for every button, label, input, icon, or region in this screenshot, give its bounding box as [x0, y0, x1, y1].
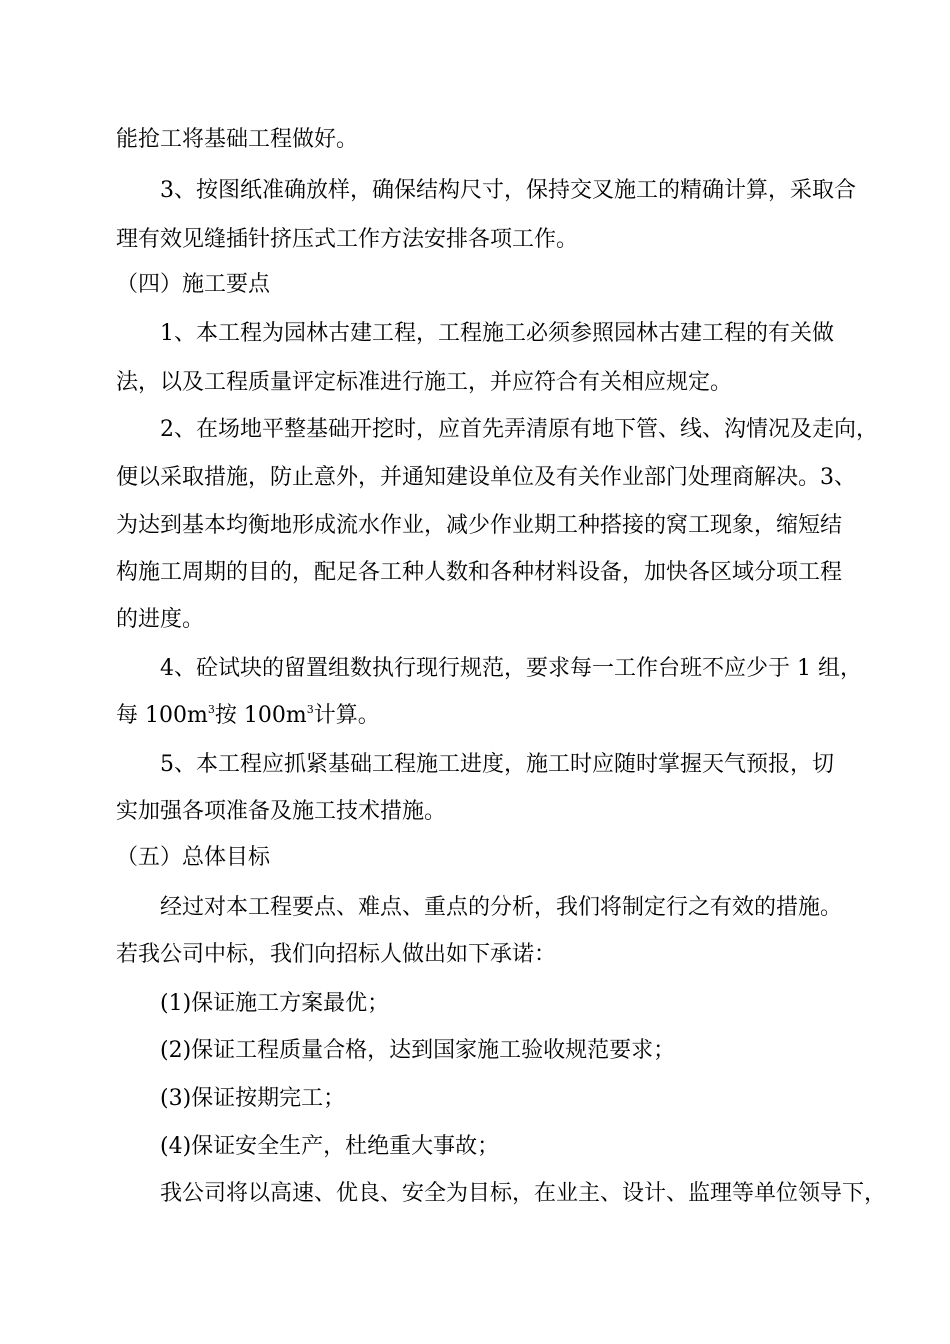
superscript: 3 [306, 703, 314, 716]
paragraph-line: 理有效见缝插针挤压式工作方法安排各项工作。 [116, 227, 579, 252]
paragraph-line: 3、按图纸准确放样，确保结构尺寸，保持交叉施工的精确计算，采取合 [160, 178, 856, 203]
text-run: 按 100m [214, 703, 307, 728]
paragraph-line: 能抢工将基础工程做好。 [116, 127, 359, 152]
text-run: 计算。 [313, 703, 380, 728]
paragraph-line: 的进度。 [116, 607, 205, 632]
paragraph-line: 5、本工程应抓紧基础工程施工进度，施工时应随时掌握天气预报，切 [160, 752, 834, 777]
list-item: (1)保证施工方案最优； [160, 991, 390, 1016]
paragraph-line [116, 701, 380, 731]
section-heading: （四）施工要点 [116, 272, 271, 297]
paragraph-line: 经过对本工程要点、难点、重点的分析，我们将制定行之有效的措施。 [160, 895, 843, 920]
paragraph-line: 为达到基本均衡地形成流水作业，减少作业期工种搭接的窝工现象，缩短结 [116, 513, 843, 538]
paragraph-line: 若我公司中标，我们向招标人做出如下承诺： [116, 942, 557, 967]
paragraph-line: 我公司将以高速、优良、安全为目标，在业主、设计、监理等单位领导下， [160, 1181, 887, 1206]
list-item: (2)保证工程质量合格，达到国家施工验收规范要求； [160, 1038, 676, 1063]
superscript: 3 [207, 703, 215, 716]
paragraph-line: 4、砼试块的留置组数执行现行规范，要求每一工作台班不应少于 1 组， [160, 656, 862, 681]
paragraph-line: 2、在场地平整基础开挖时，应首先弄清原有地下管、线、沟情况及走向， [160, 417, 878, 442]
paragraph-line: 1、本工程为园林古建工程，工程施工必须参照园林古建工程的有关做 [160, 321, 834, 346]
list-item: (4)保证安全生产，杜绝重大事故； [160, 1134, 500, 1159]
paragraph-line: 实加强各项准备及施工技术措施。 [116, 799, 447, 824]
section-heading: （五）总体目标 [116, 845, 271, 870]
list-item: (3)保证按期完工； [160, 1086, 346, 1111]
paragraph-line: 便以采取措施，防止意外，并通知建设单位及有关作业部门处理商解决。3、 [116, 465, 856, 490]
text-run: 每 100m [116, 703, 208, 728]
paragraph-line: 构施工周期的目的，配足各工种人数和各种材料设备，加快各区域分项工程 [116, 560, 843, 585]
paragraph-line: 法，以及工程质量评定标准进行施工，并应符合有关相应规定。 [116, 370, 733, 395]
